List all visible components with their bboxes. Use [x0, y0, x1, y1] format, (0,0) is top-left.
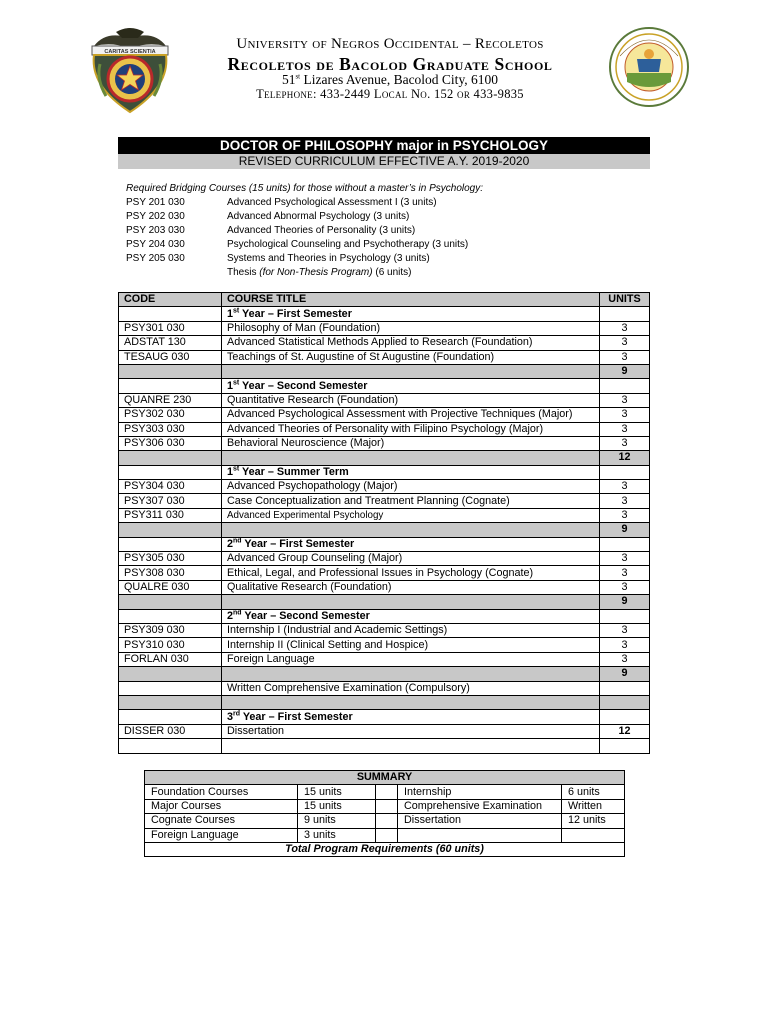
list-item: PSY 203 030 Advanced Theories of Personality (3 units): [126, 225, 416, 236]
table-row: QUANRE 230 Quantitative Research (Foundation) 3: [119, 393, 650, 407]
semester-heading: 2nd Year – First Semester: [119, 537, 650, 551]
semester-heading: 1st Year – First Semester: [119, 307, 650, 321]
school-address: 51st Lizares Avenue, Bacolod City, 6100: [281, 72, 499, 87]
semester-total-row: 9: [119, 364, 650, 378]
table-row: Foreign Language 3 units: [145, 828, 625, 842]
total-requirements: Total Program Requirements (60 units): [145, 842, 625, 856]
curriculum-subtitle: REVISED CURRICULUM EFFECTIVE A.Y. 2019-2020: [118, 154, 650, 169]
table-row: PSY302 030 Advanced Psychological Assessment with Projective Techniques (Major) 3: [119, 408, 650, 422]
university-name: University of Negros Occidental – Recoletos: [236, 36, 544, 52]
table-row: PSY307 030 Case Conceptualization and Treatment Planning (Cognate) 3: [119, 494, 650, 508]
semester-total-row: 9: [119, 667, 650, 681]
semester-total-row: 9: [119, 523, 650, 537]
semester-heading: 2nd Year – Second Semester: [119, 609, 650, 623]
table-header-row: [119, 293, 650, 307]
table-row: ADSTAT 130 Advanced Statistical Methods Applied to Research (Foundation) 3: [119, 336, 650, 350]
table-row: TESAUG 030 Teachings of St. Augustine of St Augustine (Foundation) 3: [119, 350, 650, 364]
table-row: PSY305 030 Advanced Group Counseling (Major) 3: [119, 552, 650, 566]
semester-heading: 1st Year – Summer Term: [119, 465, 650, 479]
summary-heading: SUMMARY: [145, 771, 625, 785]
summary-table: [144, 770, 625, 857]
table-row: PSY308 030 Ethical, Legal, and Professional Issues in Psychology (Cognate) 3: [119, 566, 650, 580]
school-telephone: Telephone: 433-2449 Local No. 152 or 433-9835: [256, 87, 524, 101]
graduate-school-seal-logo: [608, 26, 690, 108]
table-row: PSY303 030 Advanced Theories of Personality with Filipino Psychology (Major) 3: [119, 422, 650, 436]
table-row: PSY304 030 Advanced Psychopathology (Major) 3: [119, 480, 650, 494]
table-row: FORLAN 030 Foreign Language 3: [119, 652, 650, 666]
list-item: PSY 205 030 Systems and Theories in Psychology (3 units): [126, 253, 430, 264]
list-item: PSY 201 030 Advanced Psychological Assessment I (3 units): [126, 197, 437, 208]
table-row: PSY306 030 Behavioral Neuroscience (Major) 3: [119, 436, 650, 450]
svg-text:CARITAS SCIENTIA: CARITAS SCIENTIA: [104, 49, 156, 55]
table-row: Major Courses 15 units Comprehensive Examination Written: [145, 799, 625, 813]
table-row: PSY309 030 Internship I (Industrial and Academic Settings) 3: [119, 623, 650, 637]
semester-total-row: 12: [119, 451, 650, 465]
school-name: Recoletos de Bacolod Graduate School: [227, 54, 553, 74]
table-row: QUALRE 030 Qualitative Research (Foundation) 3: [119, 580, 650, 594]
bridging-courses: [126, 182, 646, 280]
program-title: DOCTOR OF PHILOSOPHY major in PSYCHOLOGY: [118, 137, 650, 154]
thesis-item: Thesis (for Non-Thesis Program) (6 units): [227, 267, 412, 278]
table-row: PSY310 030 Internship II (Clinical Setting and Hospice) 3: [119, 638, 650, 652]
table-row: Foundation Courses 15 units Internship 6 units: [145, 785, 625, 799]
bridging-intro: Required Bridging Courses (15 units) for those without a master’s in Psychology:: [126, 183, 484, 194]
units-header: UNITS: [600, 293, 650, 307]
table-row: DISSER 030 Dissertation 12: [119, 724, 650, 738]
comprehensive-exam-row: Written Comprehensive Examination (Compulsory): [119, 681, 650, 695]
table-row: PSY301 030 Philosophy of Man (Foundation) 3: [119, 321, 650, 335]
list-item: PSY 204 030 Psychological Counseling and Psychotherapy (3 units): [126, 239, 469, 250]
semester-total-row: 9: [119, 595, 650, 609]
course-title-header: COURSE TITLE: [222, 293, 600, 307]
table-row: Cognate Courses 9 units Dissertation 12 units: [145, 814, 625, 828]
curriculum-table: [118, 292, 650, 754]
semester-heading: 3rd Year – First Semester: [119, 710, 650, 724]
list-item: PSY 202 030 Advanced Abnormal Psychology (3 units): [126, 211, 410, 222]
blank-row: [119, 739, 650, 753]
table-row: PSY311 030 Advanced Experimental Psychology 3: [119, 508, 650, 522]
letterhead: [0, 0, 768, 112]
semester-heading: 1st Year – Second Semester: [119, 379, 650, 393]
separator-row: [119, 695, 650, 709]
code-header: CODE: [119, 293, 222, 307]
